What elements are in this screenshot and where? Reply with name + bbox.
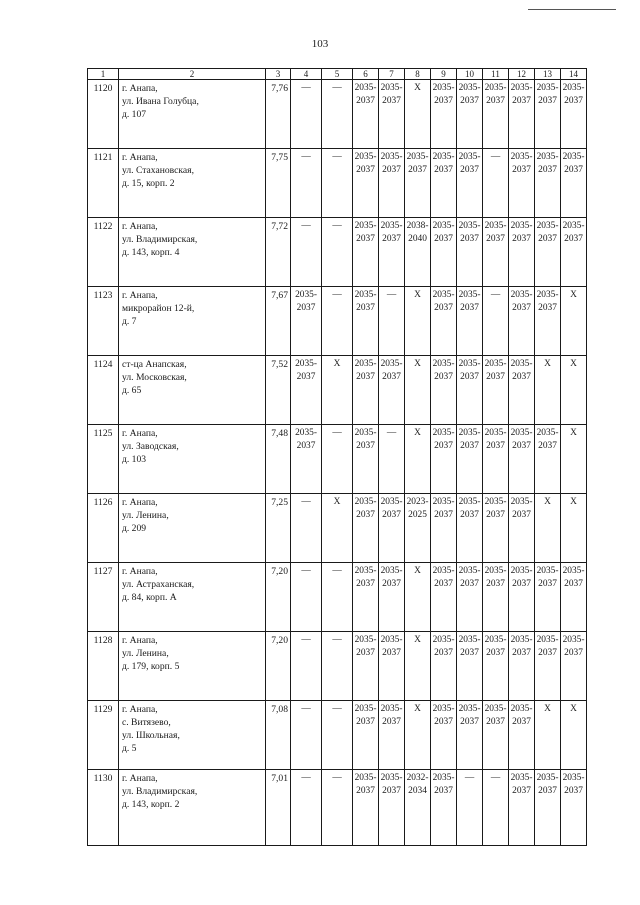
header-cell: 8 [405, 69, 431, 80]
period-cell: 2035- 2037 [509, 701, 535, 770]
period-cell: — [322, 563, 353, 632]
period-cell: 2035- 2037 [379, 632, 405, 701]
period-cell: 2035- 2037 [431, 770, 457, 846]
period-cell: — [291, 632, 322, 701]
period-cell: — [291, 770, 322, 846]
value-cell: 7,01 [266, 770, 291, 846]
period-cell: 2035- 2037 [431, 632, 457, 701]
period-cell: 2035- 2037 [483, 218, 509, 287]
top-rule [528, 9, 616, 10]
period-cell: X [405, 356, 431, 425]
period-cell: 2035- 2037 [535, 632, 561, 701]
address-cell: г. Анапа, ул. Владимирская, д. 143, корп. 2 [119, 770, 266, 846]
header-cell: 3 [266, 69, 291, 80]
header-cell: 2 [119, 69, 266, 80]
header-cell: 7 [379, 69, 405, 80]
period-cell: 2035- 2037 [291, 287, 322, 356]
table-row [88, 770, 587, 846]
period-cell: X [561, 701, 587, 770]
period-cell: 2035- 2037 [353, 563, 379, 632]
period-cell: — [291, 80, 322, 149]
period-cell: — [457, 770, 483, 846]
period-cell: 2035- 2037 [431, 287, 457, 356]
address-cell: г. Анапа, микрорайон 12-й, д. 7 [119, 287, 266, 356]
period-cell: 2035- 2037 [509, 218, 535, 287]
table-row [88, 80, 587, 149]
period-cell: 2035- 2037 [431, 425, 457, 494]
period-cell: X [405, 632, 431, 701]
period-cell: X [561, 494, 587, 563]
period-cell: X [405, 425, 431, 494]
period-cell: X [561, 287, 587, 356]
period-cell: 2035- 2037 [379, 80, 405, 149]
period-cell: — [322, 770, 353, 846]
period-cell: 2035- 2037 [457, 563, 483, 632]
period-cell: 2035- 2037 [353, 632, 379, 701]
period-cell: 2035- 2037 [405, 149, 431, 218]
period-cell: 2035- 2037 [379, 356, 405, 425]
period-cell: X [535, 356, 561, 425]
row-number: 1128 [88, 632, 119, 701]
period-cell: 2035- 2037 [379, 770, 405, 846]
row-number: 1120 [88, 80, 119, 149]
value-cell: 7,25 [266, 494, 291, 563]
period-cell: X [322, 494, 353, 563]
period-cell: 2035- 2037 [483, 494, 509, 563]
row-number: 1124 [88, 356, 119, 425]
header-row [88, 69, 587, 80]
address-cell: г. Анапа, ул. Владимирская, д. 143, корп. 4 [119, 218, 266, 287]
value-cell: 7,72 [266, 218, 291, 287]
period-cell: 2035- 2037 [431, 563, 457, 632]
header-cell: 4 [291, 69, 322, 80]
period-cell: 2035- 2037 [561, 218, 587, 287]
header-cell: 14 [561, 69, 587, 80]
table-row [88, 287, 587, 356]
period-cell: X [561, 356, 587, 425]
period-cell: 2035- 2037 [353, 425, 379, 494]
period-cell: 2035- 2037 [353, 701, 379, 770]
header-cell: 13 [535, 69, 561, 80]
period-cell: — [322, 632, 353, 701]
period-cell: 2035- 2037 [535, 425, 561, 494]
period-cell: — [379, 287, 405, 356]
period-cell: 2035- 2037 [291, 425, 322, 494]
period-cell: — [483, 770, 509, 846]
address-cell: г. Анапа, ул. Стахановская, д. 15, корп. 2 [119, 149, 266, 218]
period-cell: 2035- 2037 [431, 494, 457, 563]
value-cell: 7,52 [266, 356, 291, 425]
row-number: 1123 [88, 287, 119, 356]
period-cell: — [322, 701, 353, 770]
period-cell: 2035- 2037 [457, 80, 483, 149]
period-cell: 2035- 2037 [561, 80, 587, 149]
period-cell: — [483, 149, 509, 218]
table-row [88, 149, 587, 218]
period-cell: — [322, 80, 353, 149]
header-cell: 1 [88, 69, 119, 80]
period-cell: 2035- 2037 [353, 218, 379, 287]
header-cell: 9 [431, 69, 457, 80]
value-cell: 7,20 [266, 563, 291, 632]
period-cell: 2035- 2037 [483, 563, 509, 632]
table-row [88, 632, 587, 701]
period-cell: 2035- 2037 [457, 632, 483, 701]
table-row [88, 701, 587, 770]
table-row [88, 218, 587, 287]
period-cell: 2035- 2037 [561, 770, 587, 846]
header-cell: 6 [353, 69, 379, 80]
records-table [87, 68, 587, 846]
period-cell: — [291, 494, 322, 563]
row-number: 1125 [88, 425, 119, 494]
header-cell: 5 [322, 69, 353, 80]
period-cell: 2035- 2037 [379, 149, 405, 218]
value-cell: 7,48 [266, 425, 291, 494]
header-cell: 12 [509, 69, 535, 80]
period-cell: 2035- 2037 [379, 494, 405, 563]
period-cell: 2032- 2034 [405, 770, 431, 846]
period-cell: — [322, 287, 353, 356]
period-cell: 2035- 2037 [535, 149, 561, 218]
period-cell: — [291, 149, 322, 218]
period-cell: — [322, 425, 353, 494]
period-cell: 2035- 2037 [431, 356, 457, 425]
period-cell: 2035- 2037 [457, 425, 483, 494]
period-cell: X [405, 80, 431, 149]
period-cell: 2035- 2037 [457, 149, 483, 218]
period-cell: — [291, 701, 322, 770]
period-cell: — [291, 563, 322, 632]
value-cell: 7,08 [266, 701, 291, 770]
period-cell: X [405, 287, 431, 356]
period-cell: 2035- 2037 [291, 356, 322, 425]
row-number: 1129 [88, 701, 119, 770]
period-cell: X [322, 356, 353, 425]
period-cell: 2035- 2037 [457, 494, 483, 563]
table-row [88, 425, 587, 494]
period-cell: 2035- 2037 [509, 149, 535, 218]
period-cell: 2035- 2037 [379, 701, 405, 770]
header-cell: 11 [483, 69, 509, 80]
period-cell: 2035- 2037 [535, 287, 561, 356]
period-cell: 2035- 2037 [457, 218, 483, 287]
period-cell: 2035- 2037 [535, 563, 561, 632]
period-cell: — [379, 425, 405, 494]
period-cell: X [535, 494, 561, 563]
period-cell: 2023- 2025 [405, 494, 431, 563]
period-cell: 2035- 2037 [379, 218, 405, 287]
period-cell: 2035- 2037 [353, 80, 379, 149]
row-number: 1130 [88, 770, 119, 846]
table-row [88, 356, 587, 425]
period-cell: 2035- 2037 [353, 770, 379, 846]
period-cell: 2035- 2037 [431, 149, 457, 218]
period-cell: 2035- 2037 [561, 149, 587, 218]
period-cell: 2035- 2037 [561, 632, 587, 701]
period-cell: 2035- 2037 [535, 218, 561, 287]
period-cell: — [322, 149, 353, 218]
period-cell: 2035- 2037 [431, 218, 457, 287]
period-cell: 2035- 2037 [509, 494, 535, 563]
period-cell: 2035- 2037 [535, 770, 561, 846]
period-cell: 2035- 2037 [353, 287, 379, 356]
period-cell: 2035- 2037 [535, 80, 561, 149]
address-cell: г. Анапа, ул. Астраханская, д. 84, корп. А [119, 563, 266, 632]
period-cell: X [535, 701, 561, 770]
period-cell: 2035- 2037 [483, 80, 509, 149]
table-row [88, 494, 587, 563]
value-cell: 7,20 [266, 632, 291, 701]
period-cell: 2035- 2037 [561, 563, 587, 632]
period-cell: 2035- 2037 [483, 425, 509, 494]
period-cell: — [322, 218, 353, 287]
address-cell: г. Анапа, ул. Ленина, д. 209 [119, 494, 266, 563]
period-cell: 2035- 2037 [509, 563, 535, 632]
period-cell: 2035- 2037 [483, 701, 509, 770]
address-cell: ст-ца Анапская, ул. Московская, д. 65 [119, 356, 266, 425]
row-number: 1126 [88, 494, 119, 563]
address-cell: г. Анапа, с. Витязево, ул. Школьная, д. 5 [119, 701, 266, 770]
address-cell: г. Анапа, ул. Заводская, д. 103 [119, 425, 266, 494]
address-cell: г. Анапа, ул. Ивана Голубца, д. 107 [119, 80, 266, 149]
period-cell: 2035- 2037 [509, 287, 535, 356]
period-cell: 2035- 2037 [431, 701, 457, 770]
value-cell: 7,75 [266, 149, 291, 218]
row-number: 1127 [88, 563, 119, 632]
page-number: 103 [311, 38, 329, 50]
row-number: 1121 [88, 149, 119, 218]
period-cell: — [483, 287, 509, 356]
period-cell: X [405, 563, 431, 632]
period-cell: 2035- 2037 [457, 287, 483, 356]
value-cell: 7,76 [266, 80, 291, 149]
period-cell: X [405, 701, 431, 770]
period-cell: — [291, 218, 322, 287]
period-cell: X [561, 425, 587, 494]
period-cell: 2035- 2037 [457, 701, 483, 770]
table-row [88, 563, 587, 632]
period-cell: 2035- 2037 [353, 356, 379, 425]
period-cell: 2035- 2037 [483, 356, 509, 425]
period-cell: 2035- 2037 [509, 425, 535, 494]
period-cell: 2035- 2037 [353, 494, 379, 563]
header-cell: 10 [457, 69, 483, 80]
period-cell: 2035- 2037 [509, 632, 535, 701]
address-cell: г. Анапа, ул. Ленина, д. 179, корп. 5 [119, 632, 266, 701]
period-cell: 2035- 2037 [353, 149, 379, 218]
period-cell: 2035- 2037 [509, 356, 535, 425]
period-cell: 2035- 2037 [483, 632, 509, 701]
period-cell: 2035- 2037 [457, 356, 483, 425]
period-cell: 2035- 2037 [509, 770, 535, 846]
period-cell: 2035- 2037 [379, 563, 405, 632]
period-cell: 2038- 2040 [405, 218, 431, 287]
period-cell: 2035- 2037 [509, 80, 535, 149]
value-cell: 7,67 [266, 287, 291, 356]
row-number: 1122 [88, 218, 119, 287]
period-cell: 2035- 2037 [431, 80, 457, 149]
